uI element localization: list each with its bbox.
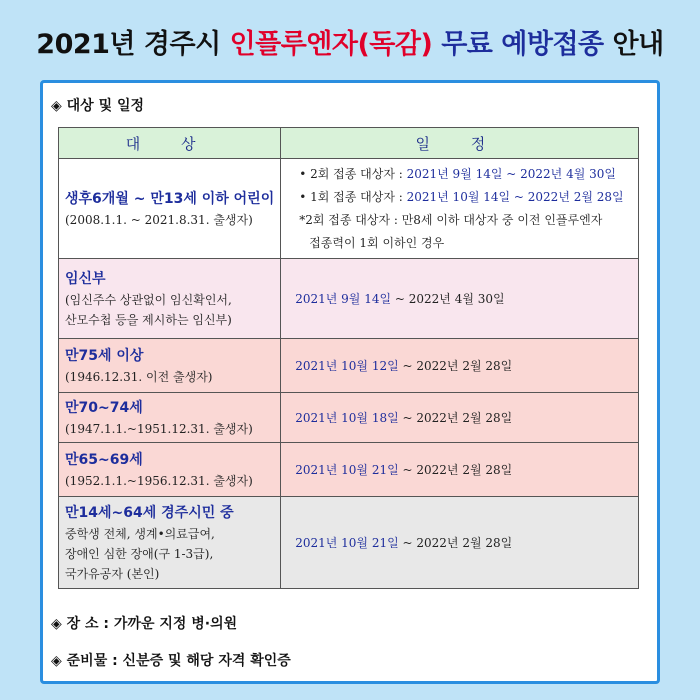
title-part-notice: 안내: [603, 29, 664, 60]
schedule-start: 2021년 10월 12일: [295, 358, 399, 373]
place-info: ◈ 장 소 : 가까운 지정 병·의원: [51, 616, 238, 632]
target-title: 만65~69세: [65, 451, 143, 468]
schedule-text: [295, 533, 623, 553]
target-cell: [59, 497, 281, 589]
schedule-line-date: 2021년 9월 14일 ~ 2022년 4월 30일: [406, 166, 616, 181]
title-part-influenza: 인플루엔자(독감): [229, 29, 433, 60]
target-cell: [59, 339, 281, 393]
preparation-info: ◈ 준비물 : 신분증 및 해당 자격 확인증: [51, 653, 291, 669]
schedule-start: 2021년 9월 14일: [295, 291, 392, 306]
header-target: 대 상: [59, 128, 281, 159]
target-sub: 장애인 심한 장애(구 1-3급),: [65, 546, 214, 561]
schedule-line-label: • 2회 접종 대상자 :: [299, 166, 407, 181]
target-sub: 국가유공자 (본인): [65, 566, 160, 581]
schedule-start: 2021년 10월 18일: [295, 410, 399, 425]
schedule-cell: [281, 497, 638, 589]
schedule-end: ~ 2022년 2월 28일: [398, 358, 513, 373]
table-row: [59, 159, 639, 259]
target-sub: (1946.12.31. 이전 출생자): [65, 369, 213, 384]
schedule-cell: [281, 393, 638, 443]
target-sub: 중학생 전체, 생계•의료급여,: [65, 526, 215, 541]
schedule-line-label: • 1회 접종 대상자 :: [299, 189, 407, 204]
schedule-end: ~ 2022년 2월 28일: [398, 410, 513, 425]
schedule-cell: [281, 443, 638, 497]
target-cell: [59, 259, 281, 339]
target-cell: [59, 393, 281, 443]
schedule-line: [299, 186, 623, 209]
schedule-end: ~ 2022년 4월 30일: [391, 291, 505, 306]
target-title: 만75세 이상: [65, 347, 144, 364]
schedule-start: 2021년 10월 21일: [295, 462, 399, 477]
target-sub: (1947.1.1.~1951.12.31. 출생자): [65, 421, 253, 436]
schedule-text: [295, 408, 623, 428]
target-sub: 산모수첩 등을 제시하는 임신부): [65, 312, 232, 327]
info-card: [40, 80, 660, 684]
table-row: [59, 393, 639, 443]
table-header-row: [59, 128, 639, 159]
schedule-end: ~ 2022년 2월 28일: [398, 535, 513, 550]
target-sub: (임신주수 상관없이 임신확인서,: [65, 292, 232, 307]
target-title: 만70~74세: [65, 399, 143, 416]
schedule-line: [299, 163, 623, 186]
target-title: 생후6개월 ~ 만13세 이하 어린이: [65, 190, 275, 207]
schedule-end: ~ 2022년 2월 28일: [398, 462, 513, 477]
schedule-cell: [281, 159, 638, 259]
schedule-note: [299, 232, 623, 255]
schedule-text: [295, 289, 623, 309]
title-part-free-vaccination: 무료 예방접종: [432, 29, 604, 60]
table-row: [59, 497, 639, 589]
schedule-cell: [281, 339, 638, 393]
section-header-target-schedule: ◈ 대상 및 일정: [51, 98, 145, 114]
schedule-text: [295, 460, 623, 480]
target-sub: (2008.1.1. ~ 2021.8.31. 출생자): [65, 212, 253, 227]
schedule-start: 2021년 10월 21일: [295, 535, 399, 550]
schedule-text: [295, 356, 623, 376]
header-schedule: 일 정: [281, 128, 638, 159]
target-title: 만14세~64세 경주시민 중: [65, 504, 234, 521]
schedule-line-date: 2021년 10월 14일 ~ 2022년 2월 28일: [406, 189, 624, 204]
table-row: [59, 339, 639, 393]
target-cell: [59, 159, 281, 259]
title-part-year: 2021년 경주시: [36, 29, 230, 60]
schedule-table: [58, 127, 639, 589]
table-row: [59, 443, 639, 497]
target-sub: (1952.1.1.~1956.12.31. 출생자): [65, 473, 253, 488]
table-row: [59, 259, 639, 339]
schedule-note-text: 접종력이 1회 이하인 경우: [309, 235, 445, 250]
target-cell: [59, 443, 281, 497]
schedule-note: [299, 209, 623, 232]
page-title: [0, 22, 700, 61]
schedule-cell: [281, 259, 638, 339]
schedule-note-text: *2회 접종 대상자 : 만8세 이하 대상자 중 이전 인플루엔자: [299, 212, 603, 227]
target-title: 임신부: [65, 270, 106, 287]
